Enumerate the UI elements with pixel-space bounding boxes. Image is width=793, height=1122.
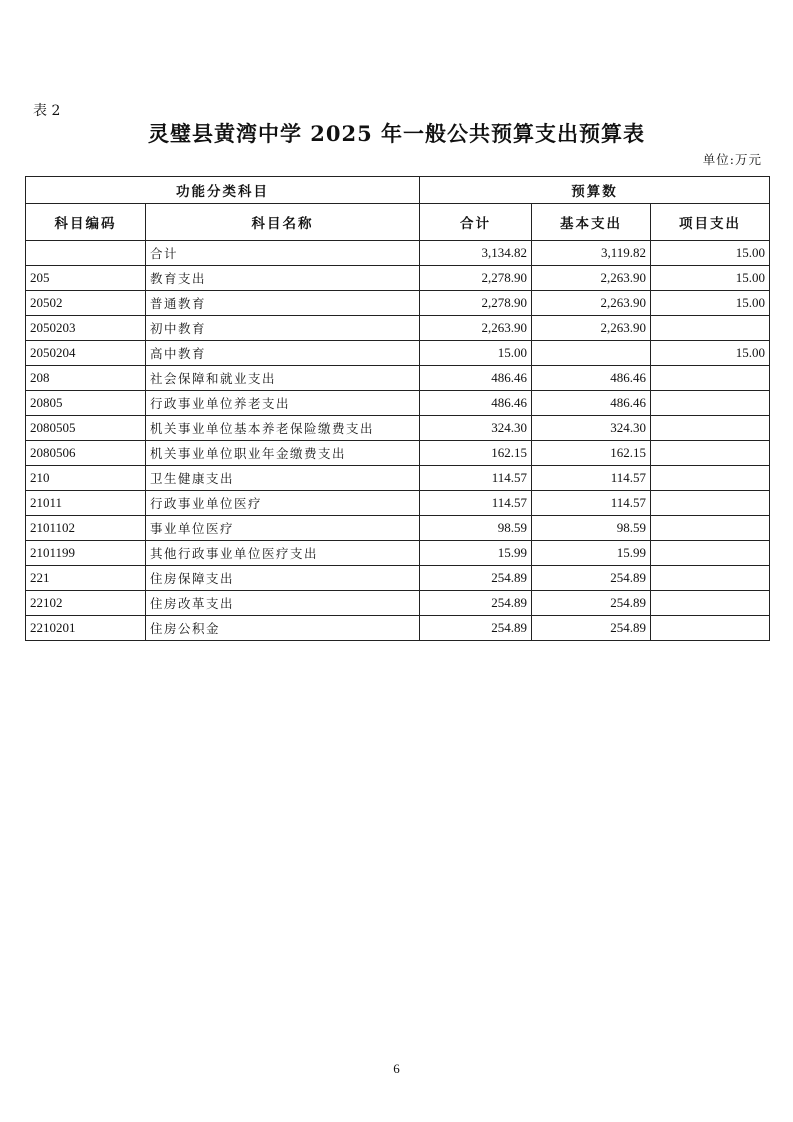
cell-basic: 486.46 <box>532 366 651 391</box>
table-row <box>26 491 770 516</box>
cell-name: 事业单位医疗 <box>146 516 420 541</box>
cell-code: 2050204 <box>26 341 146 366</box>
cell-project <box>651 391 770 416</box>
table-row <box>26 291 770 316</box>
cell-project <box>651 516 770 541</box>
table-row <box>26 466 770 491</box>
cell-code: 221 <box>26 566 146 591</box>
cell-code: 22102 <box>26 591 146 616</box>
cell-code: 2101199 <box>26 541 146 566</box>
table-row <box>26 316 770 341</box>
cell-basic: 2,263.90 <box>532 316 651 341</box>
table-row <box>26 266 770 291</box>
cell-total: 114.57 <box>420 491 532 516</box>
cell-total: 2,263.90 <box>420 316 532 341</box>
cell-basic: 254.89 <box>532 591 651 616</box>
cell-name: 普通教育 <box>146 291 420 316</box>
column-header-total: 合计 <box>420 204 532 241</box>
cell-project <box>651 566 770 591</box>
cell-project: 15.00 <box>651 341 770 366</box>
table-group-header-row <box>26 177 770 204</box>
cell-project <box>651 366 770 391</box>
budget-table <box>25 176 770 641</box>
cell-project <box>651 616 770 641</box>
cell-basic: 3,119.82 <box>532 241 651 266</box>
cell-total: 114.57 <box>420 466 532 491</box>
cell-name: 卫生健康支出 <box>146 466 420 491</box>
cell-basic: 2,263.90 <box>532 266 651 291</box>
cell-total: 486.46 <box>420 366 532 391</box>
cell-total: 254.89 <box>420 616 532 641</box>
cell-project <box>651 316 770 341</box>
cell-project: 15.00 <box>651 266 770 291</box>
column-header-project: 项目支出 <box>651 204 770 241</box>
cell-project <box>651 416 770 441</box>
table-label: 表 2 <box>33 103 61 119</box>
column-header-code: 科目编码 <box>26 204 146 241</box>
table-row <box>26 416 770 441</box>
cell-basic: 162.15 <box>532 441 651 466</box>
table-row <box>26 366 770 391</box>
group-header-budget-amount: 预算数 <box>420 177 770 204</box>
cell-project <box>651 441 770 466</box>
cell-project: 15.00 <box>651 291 770 316</box>
cell-basic: 254.89 <box>532 616 651 641</box>
cell-code: 20805 <box>26 391 146 416</box>
table-row <box>26 441 770 466</box>
cell-project <box>651 466 770 491</box>
table-row <box>26 516 770 541</box>
cell-code: 20502 <box>26 291 146 316</box>
table-row <box>26 541 770 566</box>
cell-basic: 98.59 <box>532 516 651 541</box>
cell-code: 2210201 <box>26 616 146 641</box>
cell-basic: 15.99 <box>532 541 651 566</box>
cell-code: 2050203 <box>26 316 146 341</box>
cell-total: 2,278.90 <box>420 291 532 316</box>
cell-total: 15.00 <box>420 341 532 366</box>
cell-code: 208 <box>26 366 146 391</box>
table-column-header-row <box>26 204 770 241</box>
cell-code: 2080506 <box>26 441 146 466</box>
table-row <box>26 241 770 266</box>
column-header-basic: 基本支出 <box>532 204 651 241</box>
cell-total: 15.99 <box>420 541 532 566</box>
group-header-functional-classification: 功能分类科目 <box>26 177 420 204</box>
page-title: 灵璧县黄湾中学 2025 年一般公共预算支出预算表 <box>147 121 646 146</box>
cell-project <box>651 541 770 566</box>
table-row <box>26 341 770 366</box>
cell-code: 2101102 <box>26 516 146 541</box>
cell-basic: 114.57 <box>532 491 651 516</box>
cell-total: 98.59 <box>420 516 532 541</box>
cell-basic <box>532 341 651 366</box>
table-body <box>26 241 770 641</box>
cell-basic: 324.30 <box>532 416 651 441</box>
cell-name: 行政事业单位养老支出 <box>146 391 420 416</box>
cell-basic: 114.57 <box>532 466 651 491</box>
cell-code: 210 <box>26 466 146 491</box>
cell-code: 2080505 <box>26 416 146 441</box>
cell-total: 486.46 <box>420 391 532 416</box>
cell-total: 162.15 <box>420 441 532 466</box>
cell-name: 机关事业单位职业年金缴费支出 <box>146 441 420 466</box>
cell-basic: 486.46 <box>532 391 651 416</box>
table-row <box>26 616 770 641</box>
cell-project <box>651 491 770 516</box>
unit-label: 单位:万元 <box>702 152 762 167</box>
cell-name: 教育支出 <box>146 266 420 291</box>
cell-name: 住房保障支出 <box>146 566 420 591</box>
cell-name: 合计 <box>146 241 420 266</box>
column-header-name: 科目名称 <box>146 204 420 241</box>
table-row <box>26 391 770 416</box>
cell-project <box>651 591 770 616</box>
cell-code: 21011 <box>26 491 146 516</box>
cell-total: 2,278.90 <box>420 266 532 291</box>
table-row <box>26 566 770 591</box>
cell-code <box>26 241 146 266</box>
cell-name: 初中教育 <box>146 316 420 341</box>
cell-total: 254.89 <box>420 591 532 616</box>
cell-total: 254.89 <box>420 566 532 591</box>
cell-name: 高中教育 <box>146 341 420 366</box>
cell-name: 社会保障和就业支出 <box>146 366 420 391</box>
cell-name: 其他行政事业单位医疗支出 <box>146 541 420 566</box>
cell-total: 3,134.82 <box>420 241 532 266</box>
table-row <box>26 591 770 616</box>
cell-basic: 2,263.90 <box>532 291 651 316</box>
cell-name: 住房改革支出 <box>146 591 420 616</box>
cell-code: 205 <box>26 266 146 291</box>
page-number: 6 <box>393 1061 400 1076</box>
cell-basic: 254.89 <box>532 566 651 591</box>
cell-name: 行政事业单位医疗 <box>146 491 420 516</box>
cell-project: 15.00 <box>651 241 770 266</box>
cell-total: 324.30 <box>420 416 532 441</box>
cell-name: 机关事业单位基本养老保险缴费支出 <box>146 416 420 441</box>
cell-name: 住房公积金 <box>146 616 420 641</box>
